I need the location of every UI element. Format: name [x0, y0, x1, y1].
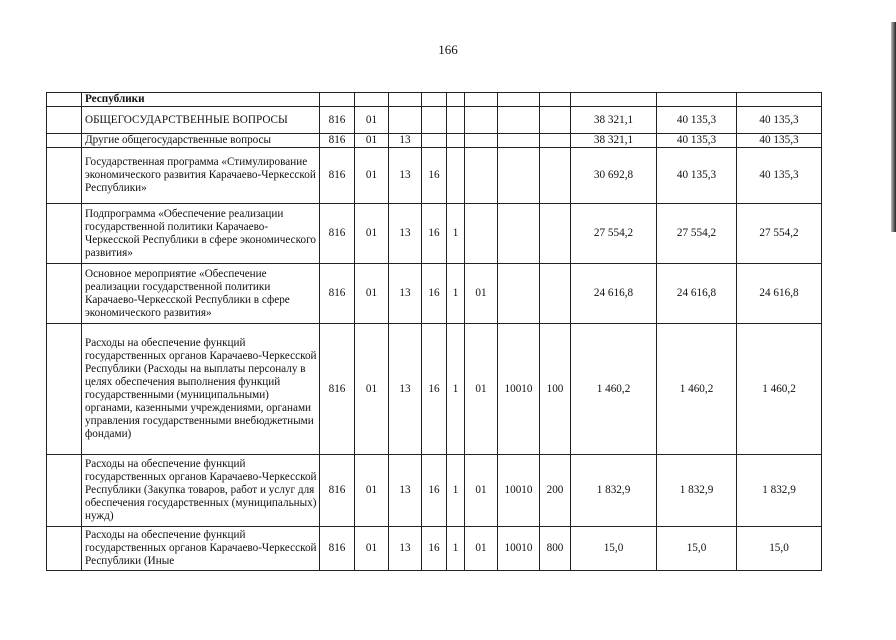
- code-cell: [422, 93, 447, 107]
- code-cell: 16: [422, 148, 447, 204]
- table-row: [47, 527, 822, 571]
- code-cell: 816: [320, 107, 355, 134]
- amount-cell: 40 135,3: [737, 107, 822, 134]
- row-number-cell: [47, 527, 82, 571]
- amount-cell: 40 135,3: [657, 107, 737, 134]
- amount-cell: 1 832,9: [737, 455, 822, 527]
- code-cell: [465, 134, 498, 148]
- code-cell: 10010: [498, 324, 540, 455]
- code-cell: [389, 107, 422, 134]
- amount-cell: 38 321,1: [571, 107, 657, 134]
- table-row: [47, 93, 822, 107]
- description-cell: ОБЩЕГОСУДАРСТВЕННЫЕ ВОПРОСЫ: [82, 107, 320, 134]
- table-row: [47, 264, 822, 324]
- row-number-cell: [47, 93, 82, 107]
- row-number-cell: [47, 107, 82, 134]
- page-number: 166: [438, 42, 458, 57]
- code-cell: [498, 148, 540, 204]
- description-cell: Основное мероприятие «Обеспечение реализации государственной политики Карачаево-Черкесской Республики в сфере экономического развития»: [82, 264, 320, 324]
- table-row: [47, 107, 822, 134]
- description-cell: Подпрограмма «Обеспечение реализации государственной политики Карачаево-Черкесской Республики в сфере экономического развития»: [82, 204, 320, 264]
- description-cell: Другие общегосударственные вопросы: [82, 134, 320, 148]
- amount-cell: 15,0: [657, 527, 737, 571]
- code-cell: [447, 148, 465, 204]
- code-cell: 816: [320, 134, 355, 148]
- code-cell: 01: [355, 264, 389, 324]
- code-cell: 816: [320, 324, 355, 455]
- amount-cell: 15,0: [571, 527, 657, 571]
- table-row: [47, 324, 822, 455]
- code-cell: [447, 134, 465, 148]
- amount-cell: 27 554,2: [737, 204, 822, 264]
- code-cell: 01: [355, 455, 389, 527]
- code-cell: 16: [422, 455, 447, 527]
- description-cell: Республики: [82, 93, 320, 107]
- amount-cell: 40 135,3: [737, 148, 822, 204]
- row-number-cell: [47, 324, 82, 455]
- row-number-cell: [47, 264, 82, 324]
- code-cell: 200: [540, 455, 571, 527]
- code-cell: 13: [389, 264, 422, 324]
- code-cell: 1: [447, 527, 465, 571]
- description-cell: Расходы на обеспечение функций государственных органов Карачаево-Черкесской Республики (Закупка товаров, работ и услуг для обеспечения государственных (муниципальных) нужд): [82, 455, 320, 527]
- row-number-cell: [47, 455, 82, 527]
- amount-cell: 15,0: [737, 527, 822, 571]
- amount-cell: 40 135,3: [657, 148, 737, 204]
- code-cell: [540, 204, 571, 264]
- code-cell: [498, 204, 540, 264]
- amount-cell: 1 460,2: [571, 324, 657, 455]
- amount-cell: 1 460,2: [657, 324, 737, 455]
- code-cell: 01: [355, 527, 389, 571]
- code-cell: 816: [320, 148, 355, 204]
- table-row: [47, 204, 822, 264]
- amount-cell: 24 616,8: [571, 264, 657, 324]
- code-cell: [422, 134, 447, 148]
- code-cell: [540, 107, 571, 134]
- code-cell: 10010: [498, 455, 540, 527]
- code-cell: [540, 148, 571, 204]
- code-cell: [320, 93, 355, 107]
- code-cell: 816: [320, 204, 355, 264]
- code-cell: 16: [422, 324, 447, 455]
- row-number-cell: [47, 148, 82, 204]
- code-cell: [465, 93, 498, 107]
- code-cell: 01: [465, 455, 498, 527]
- amount-cell: 24 616,8: [737, 264, 822, 324]
- code-cell: 13: [389, 134, 422, 148]
- code-cell: [447, 107, 465, 134]
- table-row: [47, 148, 822, 204]
- scan-edge-shadow: [891, 22, 896, 232]
- code-cell: 01: [355, 148, 389, 204]
- code-cell: 816: [320, 455, 355, 527]
- amount-cell: 27 554,2: [657, 204, 737, 264]
- code-cell: [389, 93, 422, 107]
- code-cell: [540, 264, 571, 324]
- table-row: [47, 455, 822, 527]
- code-cell: 1: [447, 264, 465, 324]
- code-cell: [498, 264, 540, 324]
- code-cell: 800: [540, 527, 571, 571]
- code-cell: 01: [355, 204, 389, 264]
- code-cell: [498, 107, 540, 134]
- code-cell: 01: [355, 324, 389, 455]
- row-number-cell: [47, 134, 82, 148]
- code-cell: 13: [389, 455, 422, 527]
- amount-cell: 1 460,2: [737, 324, 822, 455]
- code-cell: 816: [320, 527, 355, 571]
- amount-cell: 30 692,8: [571, 148, 657, 204]
- code-cell: [447, 93, 465, 107]
- table-row: [47, 134, 822, 148]
- amount-cell: 1 832,9: [571, 455, 657, 527]
- code-cell: 16: [422, 204, 447, 264]
- code-cell: 16: [422, 527, 447, 571]
- code-cell: [498, 134, 540, 148]
- code-cell: 13: [389, 204, 422, 264]
- code-cell: [465, 107, 498, 134]
- code-cell: 1: [447, 204, 465, 264]
- code-cell: 13: [389, 148, 422, 204]
- code-cell: 100: [540, 324, 571, 455]
- code-cell: 13: [389, 324, 422, 455]
- code-cell: [465, 204, 498, 264]
- code-cell: 01: [465, 527, 498, 571]
- code-cell: 1: [447, 324, 465, 455]
- code-cell: 10010: [498, 527, 540, 571]
- code-cell: [465, 148, 498, 204]
- amount-cell: 1 832,9: [657, 455, 737, 527]
- amount-cell: 40 135,3: [737, 134, 822, 148]
- description-cell: Расходы на обеспечение функций государственных органов Карачаево-Черкесской Республики (Расходы на выплаты персоналу в целях обеспечения выполнения функций государственными (муниципальными) органами, казенными учреждениями, органами управления государственными внебюджетными фондами): [82, 324, 320, 455]
- code-cell: [422, 107, 447, 134]
- code-cell: [355, 93, 389, 107]
- code-cell: 01: [355, 134, 389, 148]
- amount-cell: [571, 93, 657, 107]
- description-cell: Расходы на обеспечение функций государственных органов Карачаево-Черкесской Республики (Иные: [82, 527, 320, 571]
- code-cell: 816: [320, 264, 355, 324]
- amount-cell: 24 616,8: [657, 264, 737, 324]
- code-cell: 01: [465, 264, 498, 324]
- code-cell: 1: [447, 455, 465, 527]
- amount-cell: 27 554,2: [571, 204, 657, 264]
- row-number-cell: [47, 204, 82, 264]
- code-cell: [498, 93, 540, 107]
- code-cell: [540, 93, 571, 107]
- description-cell: Государственная программа «Стимулирование экономического развития Карачаево-Черкесской Республики»: [82, 148, 320, 204]
- amount-cell: 38 321,1: [571, 134, 657, 148]
- amount-cell: [737, 93, 822, 107]
- code-cell: 16: [422, 264, 447, 324]
- code-cell: [540, 134, 571, 148]
- amount-cell: 40 135,3: [657, 134, 737, 148]
- code-cell: 01: [355, 107, 389, 134]
- amount-cell: [657, 93, 737, 107]
- budget-table: [46, 92, 822, 571]
- code-cell: 13: [389, 527, 422, 571]
- code-cell: 01: [465, 324, 498, 455]
